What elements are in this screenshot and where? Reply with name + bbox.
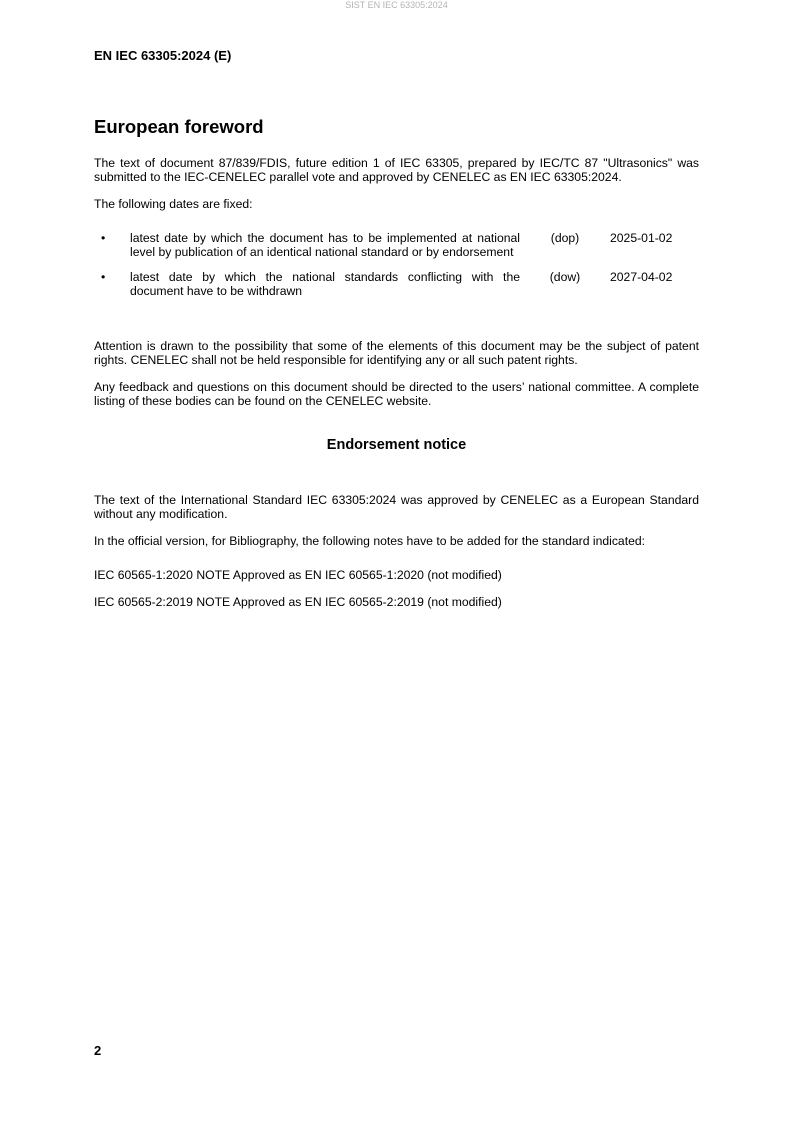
watermark: SIST EN IEC 63305:2024 xyxy=(345,0,448,10)
bibliography-note: IEC 60565-2:2019 NOTE Approved as EN IEC 60565-2:2019 (not modified) xyxy=(94,595,502,609)
patent-paragraph: Attention is drawn to the possibility that some of the elements of this document may be the subject of patent rights. CENELEC shall not be held responsible for identifying any or all such patent rights. xyxy=(94,339,699,367)
page-number: 2 xyxy=(94,1043,102,1058)
dates-list xyxy=(94,231,699,298)
date-code: (dow) xyxy=(549,270,581,284)
date-value: 2027-04-02 xyxy=(610,270,673,284)
bibliography-notes xyxy=(94,568,699,609)
date-value: 2025-01-02 xyxy=(610,231,673,245)
date-description: latest date by which the document has to be implemented at national level by publication of an identical national standard or by endorsement xyxy=(130,231,520,259)
feedback-paragraph: Any feedback and questions on this document should be directed to the users’ national committee. A complete listing of these bodies can be found on the CENELEC website. xyxy=(94,380,699,408)
dates-intro: The following dates are fixed: xyxy=(94,197,253,211)
foreword-paragraph: The text of document 87/839/FDIS, future edition 1 of IEC 63305, prepared by IEC/TC 87 "Ultrasonics" was submitted to the IEC-CENELEC parallel vote and approved by CENELEC as EN IEC 63305:2024. xyxy=(94,156,699,184)
date-row-dop xyxy=(94,231,699,259)
document-id: EN IEC 63305:2024 (E) xyxy=(94,48,232,63)
bibliography-note: IEC 60565-1:2020 NOTE Approved as EN IEC 60565-1:2020 (not modified) xyxy=(94,568,502,582)
page-content xyxy=(94,115,699,622)
foreword-title: European foreword xyxy=(94,116,264,137)
date-code: (dop) xyxy=(550,231,580,245)
bullet: • xyxy=(101,270,106,284)
date-description: latest date by which the national standards conflicting with the document have to be withdrawn xyxy=(130,270,520,298)
endorsement-paragraph: The text of the International Standard IEC 63305:2024 was approved by CENELEC as a European Standard without any modification. xyxy=(94,493,699,521)
date-row-dow xyxy=(94,270,699,298)
bullet: • xyxy=(101,231,106,245)
bibliography-paragraph: In the official version, for Bibliography, the following notes have to be added for the standard indicated: xyxy=(94,534,646,548)
endorsement-title: Endorsement notice xyxy=(326,437,467,453)
